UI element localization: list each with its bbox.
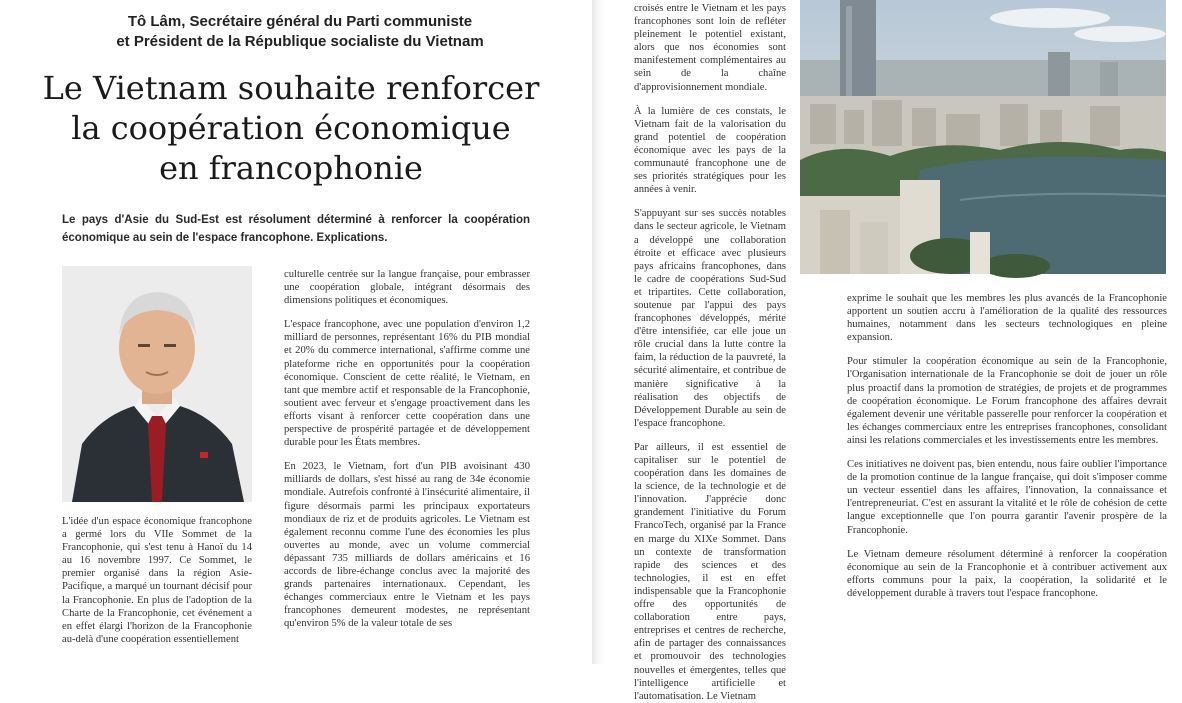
right-column-2 <box>847 292 1167 664</box>
portrait-photo <box>62 266 252 502</box>
right-page <box>606 0 1182 702</box>
paragraph: Par ailleurs, il est essentiel de capitaliser sur le potentiel de coopération dans les domaines de la science, de la technologie et de l'innovation. J'apprécie donc grandement l'initiative du Forum FrancoTech, organisé par la France en marge du XIXe Sommet. Dans un contexte de transformation rapide des sciences et des technologies, il est en effet indispensable que la Francophonie offre des opportunités de collaboration entre pays, entreprises et centres de recherche, afin de partager des connaissances et promouvoir des technologies nouvelles et émergentes, telles que l'intelligence artificielle et l'automatisation. Le Vietnam <box>634 441 786 702</box>
paragraph: exprime le souhait que les membres les plus avancés de la Francophonie apportent un soutien accru à l'amélioration de la qualité des ressources humaines, notamment dans les secteurs technologiques en pleine expansion. <box>847 293 1167 344</box>
paragraph: À la lumière de ces constats, le Vietnam fait de la valorisation du grand potentiel de coopération économique avec les pays de la communauté francophone une de ses priorités stratégiques pour les années à venir. <box>634 105 786 196</box>
paragraph: L'idée d'un espace économique francophone a germé lors du VIIe Sommet de la Francophonie, qui s'est tenu à Hanoï du 14 au 16 novembre 1997. Ce Sommet, le premier organisé dans la région Asie-Pacifique, a marqué un tournant décisif pour la Francophonie. En plus de l'adoption de la Charte de la Francophonie, cet événement a en effet élargi l'horizon de la Francophonie au-delà d'une coopération essentiellement <box>62 516 252 645</box>
paragraph: Pour stimuler la coopération économique au sein de la Francophonie, l'Organisation internationale de la Francophonie se doit de jouer un rôle plus proactif dans la promotion de stratégies, de projets et de programmes de coopération économique. Le Forum francophone des affaires devrait également devenir une véritable passerelle pour renforcer la coopération et les échanges commerciaux entre les entreprises francophones, consolidant ainsi les relations commerciales et les investissements entre les membres. <box>847 356 1167 446</box>
article-lede: Le pays d'Asie du Sud-Est est résolument déterminé à renforcer la coopération économique au sein de l'espace francophone. Explications. <box>62 214 530 244</box>
portrait-illustration <box>62 266 252 502</box>
page-gutter <box>592 0 606 664</box>
city-photo <box>800 0 1166 274</box>
paragraph: Ces initiatives ne doivent pas, bien entendu, nous faire oublier l'importance de la promotion continue de la langue française, qui doit s'imposer comme un vecteur essentiel dans les affaires, l'innovation, la connaissance et l'entrepreneuriat. C'est en assurant la vitalité et le rôle de cohésion de cette langue exceptionnelle que l'on pourra garantir l'avenir prospère de la Francophonie. <box>847 459 1167 536</box>
right-column-1 <box>634 2 786 702</box>
left-column-1 <box>62 515 252 664</box>
paragraph: S'appuyant sur ses succès notables dans le secteur agricole, le Vietnam a développé une collaboration étroite et efficace avec plusieurs pays africains francophones, dans le cadre de coopérations Sud-Sud et tripartites. Cette collaboration, soutenue par l'appui des pays francophones développés, mérite d'être intensifiée, car elle joue un rôle crucial dans la lutte contre la faim, la réduction de la pauvreté, la sécurité alimentaire, et contribue de manière significative à la réalisation des objectifs de Développement Durable au sein de l'espace francophone. <box>634 208 786 429</box>
left-column-2 <box>284 268 530 664</box>
left-page <box>0 0 592 664</box>
paragraph: croisés entre le Vietnam et les pays francophones sont loin de refléter pleinement le potentiel existant, alors que nos économies sont manifestement complémentaires au sein de la chaîne d'approvisionnement mondiale. <box>634 3 786 93</box>
byline-line-1: Tô Lâm, Secrétaire général du Parti communiste <box>127 13 473 30</box>
headline-line-3: en francophonie <box>159 149 423 187</box>
headline-line-1: Le Vietnam souhaite renforcer <box>42 69 540 107</box>
paragraph: En 2023, le Vietnam, fort d'un PIB avoisinant 430 milliards de dollars, s'est hissé au rang de 34e économie mondiale. Autrefois confronté à l'insécurité alimentaire, il figure désormais parmi les principaux exportateurs mondiaux de riz et de produits agricoles. Le Vietnam est également reconnu comme l'une des économies les plus ouvertes au monde, avec un volume commercial dépassant 735 milliards de dollars américains et 16 accords de libre-échange conclus avec la majorité des grands partenaires internationaux. Cependant, les échanges commerciaux entre le Vietnam et les pays francophones demeurent modestes, ne représentant qu'environ 5% de la valeur totale de ses <box>284 461 530 630</box>
byline-line-2: et Président de la République socialiste du Vietnam <box>116 33 484 50</box>
city-illustration <box>800 0 1166 274</box>
paragraph: L'espace francophone, avec une population d'environ 1,2 milliard de personnes, représentant 16% du PIB mondial et 20% du commerce international, s'affirme comme une plateforme riche en opportunités pour la coopération économique. Conscient de cette réalité, le Vietnam, en tant que membre actif et responsable de la Francophonie, soutient avec ferveur et s'engage proactivement dans les efforts visant à renforcer cette coopération dans une perspective de prospérité partagée et de développement durable pour les États membres. <box>284 319 530 449</box>
paragraph: culturelle centrée sur la langue française, pour embrasser une coopération globale, intégrant désormais des dimensions politiques et économiques. <box>284 269 530 307</box>
headline-line-2: la coopération économique <box>71 109 511 147</box>
paragraph: Le Vietnam demeure résolument déterminé à renforcer la coopération économique au sein de la Francophonie et à contribuer activement aux efforts communs pour la paix, la coopération, la solidarité et le développement durable à travers tout l'espace francophone. <box>847 548 1167 599</box>
